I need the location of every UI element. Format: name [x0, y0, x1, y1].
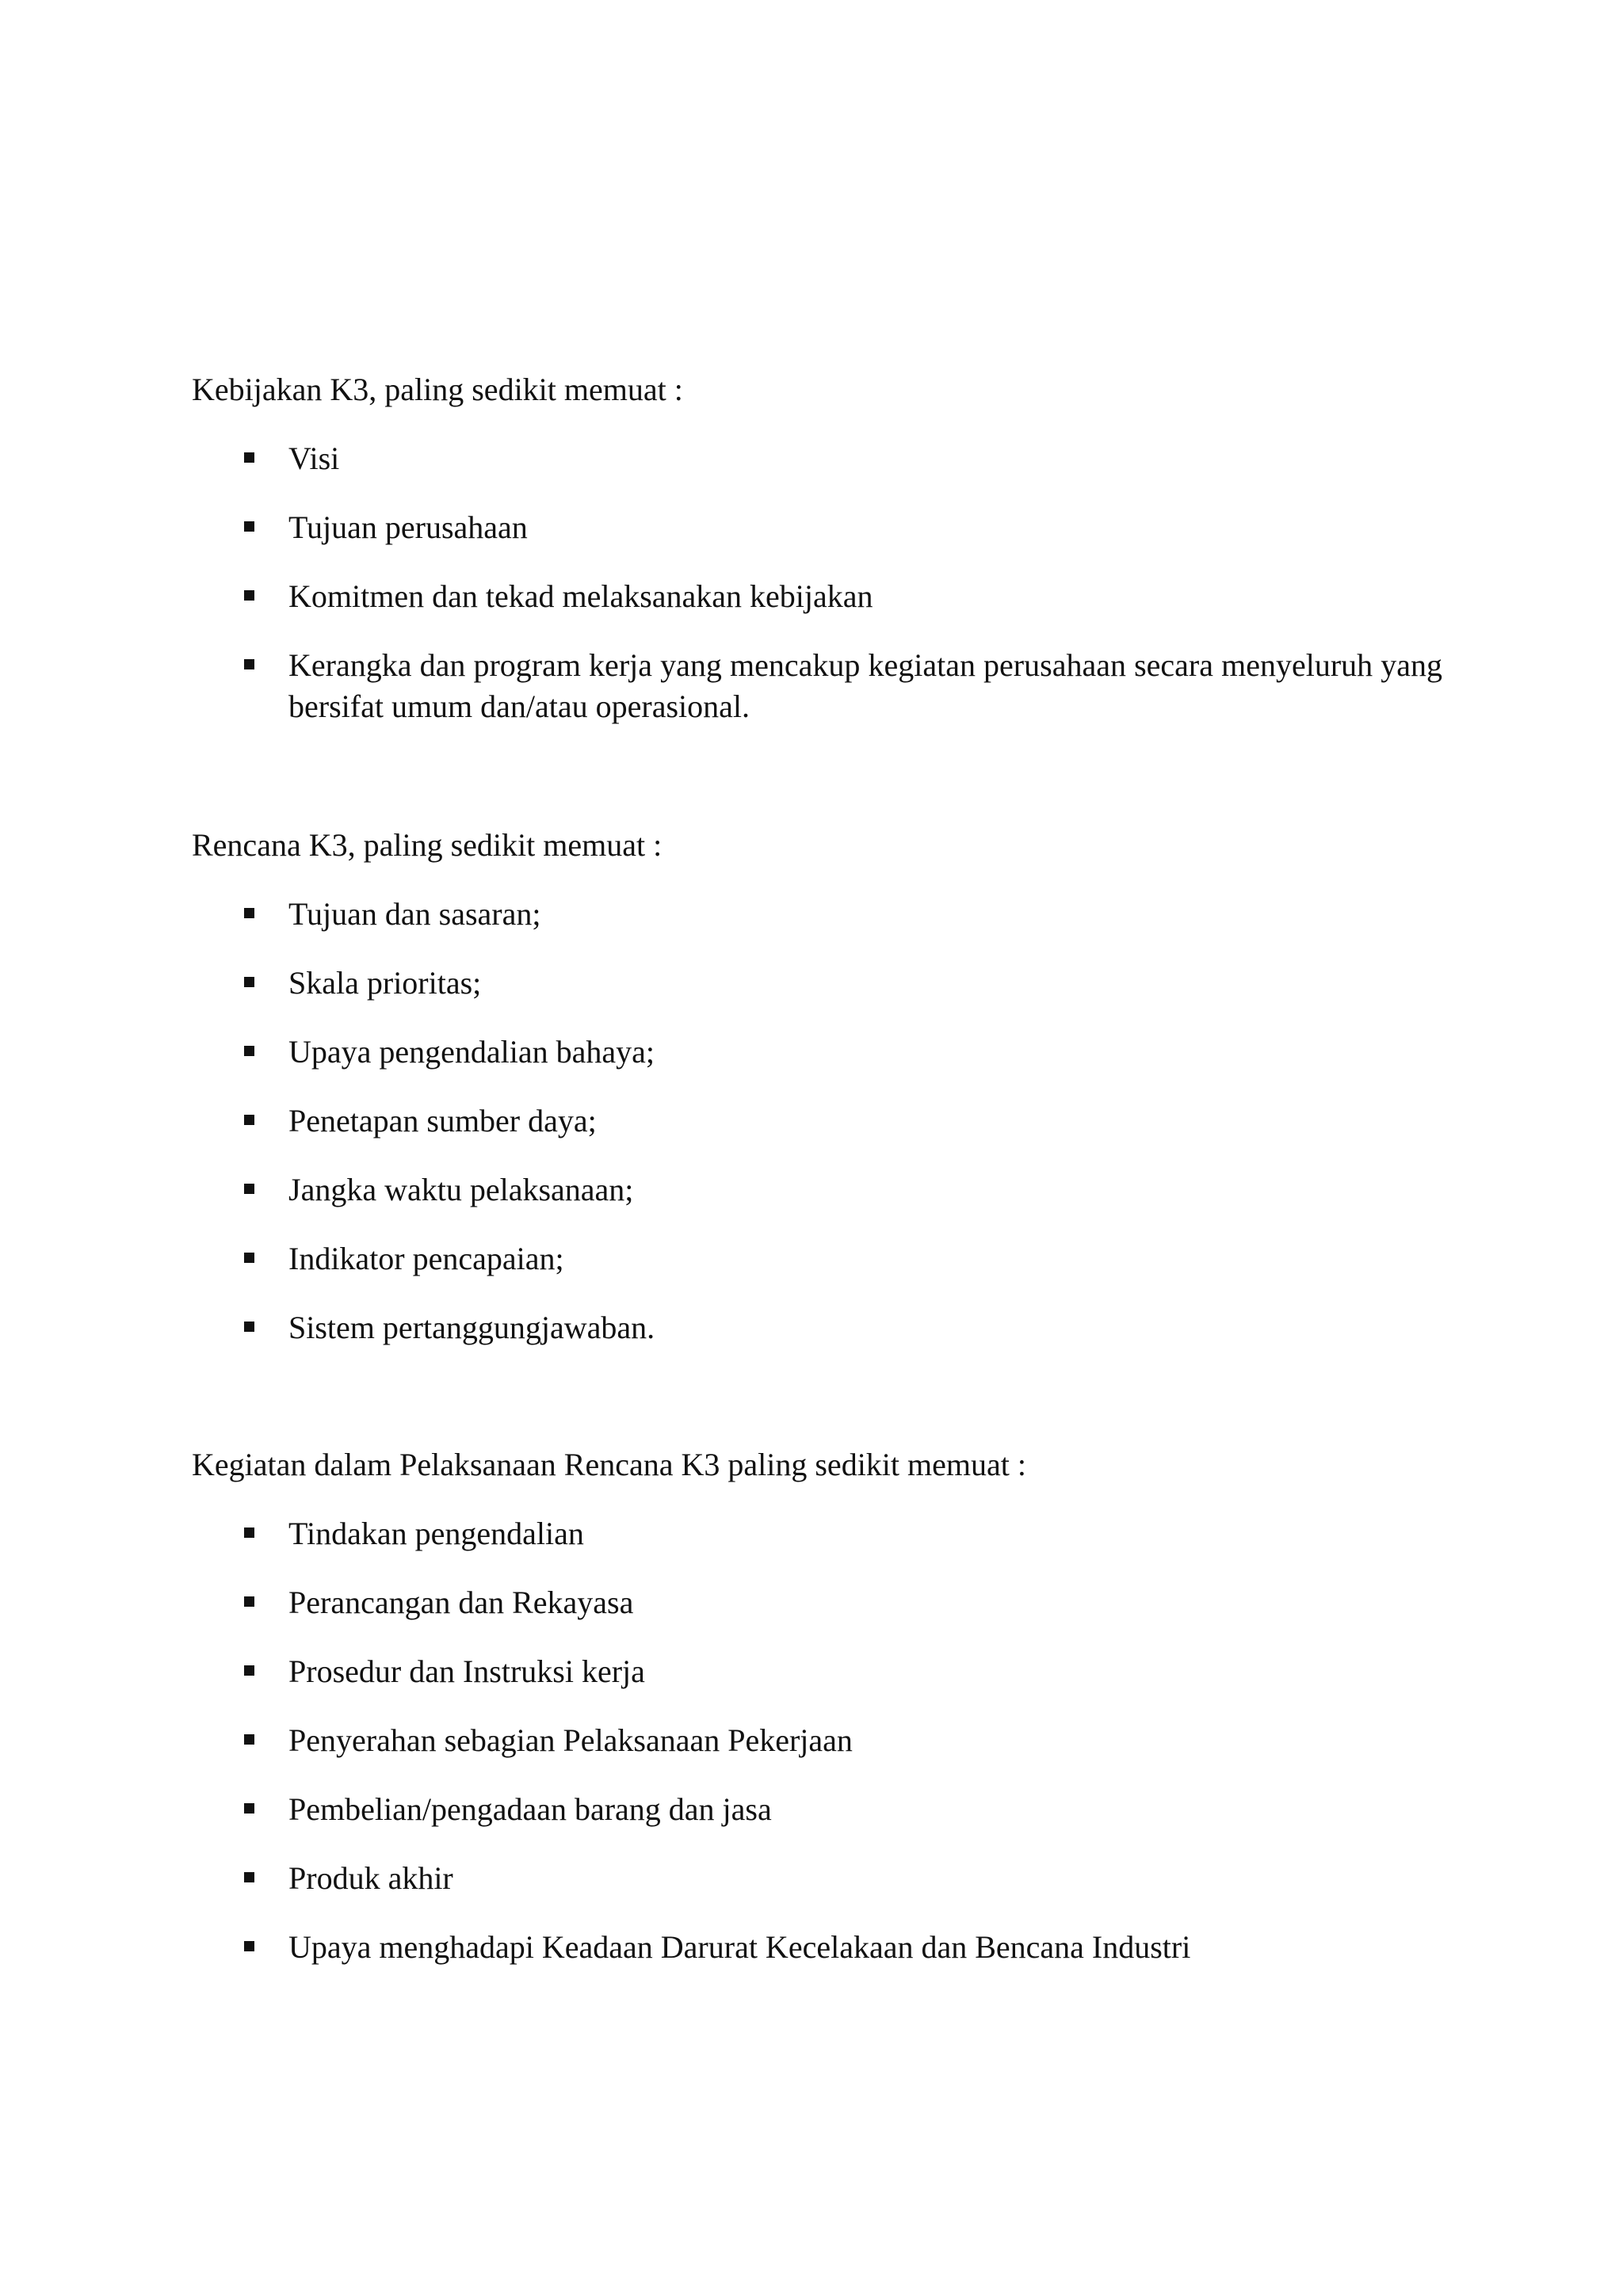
- list-item-text: Indikator pencapaian;: [288, 1241, 564, 1276]
- list-item: [192, 1100, 1442, 1142]
- square-bullet-icon: [244, 1665, 254, 1676]
- list-item: [192, 1720, 1442, 1761]
- list-item-text: Produk akhir: [288, 1860, 453, 1896]
- section-heading: Kegiatan dalam Pelaksanaan Rencana K3 paling sedikit memuat :: [192, 1447, 1026, 1482]
- list-item: [192, 645, 1442, 727]
- section-kegiatan-pelaksanaan-k3: [192, 1444, 1442, 1968]
- list-item: [192, 1651, 1442, 1692]
- list-item: [192, 1858, 1442, 1899]
- list-item-text: Jangka waktu pelaksanaan;: [288, 1172, 634, 1207]
- list-item: [192, 576, 1442, 617]
- list-item: [192, 1789, 1442, 1830]
- list-item-text: Prosedur dan Instruksi kerja: [288, 1653, 645, 1689]
- list-item: [192, 507, 1442, 548]
- square-bullet-icon: [244, 1046, 254, 1056]
- section-heading: Kebijakan K3, paling sedikit memuat :: [192, 372, 683, 407]
- section-heading: Rencana K3, paling sedikit memuat :: [192, 827, 663, 863]
- section-kebijakan-k3: [192, 369, 1442, 727]
- list-item-text: Sistem pertanggungjawaban.: [288, 1310, 655, 1345]
- list-item-text: Upaya pengendalian bahaya;: [288, 1034, 655, 1070]
- square-bullet-icon: [244, 521, 254, 532]
- square-bullet-icon: [244, 1872, 254, 1882]
- list-item: [192, 438, 1442, 479]
- list-item-text: Upaya menghadapi Keadaan Darurat Kecelakaan dan Bencana Industri: [288, 1929, 1191, 1965]
- square-bullet-icon: [244, 1253, 254, 1263]
- square-bullet-icon: [244, 1596, 254, 1607]
- bullet-list: [192, 1513, 1442, 1968]
- list-item-text: Skala prioritas;: [288, 965, 482, 1001]
- list-item-text: Tujuan perusahaan: [288, 509, 528, 545]
- square-bullet-icon: [244, 659, 254, 669]
- square-bullet-icon: [244, 1527, 254, 1538]
- square-bullet-icon: [244, 1941, 254, 1951]
- square-bullet-icon: [244, 1115, 254, 1125]
- list-item-text: Pembelian/pengadaan barang dan jasa: [288, 1791, 772, 1827]
- bullet-list: [192, 438, 1442, 727]
- square-bullet-icon: [244, 908, 254, 918]
- square-bullet-icon: [244, 452, 254, 463]
- list-item: [192, 1032, 1442, 1073]
- list-item: [192, 1582, 1442, 1623]
- section-rencana-k3: [192, 825, 1442, 1348]
- list-item: [192, 1513, 1442, 1554]
- square-bullet-icon: [244, 1322, 254, 1332]
- list-item: [192, 1169, 1442, 1211]
- list-item-text: Tujuan dan sasaran;: [288, 896, 541, 932]
- list-item: [192, 1238, 1442, 1280]
- list-item-text: Tindakan pengendalian: [288, 1516, 584, 1551]
- list-item: [192, 894, 1442, 935]
- list-item: [192, 1307, 1442, 1348]
- list-item-text: Penetapan sumber daya;: [288, 1103, 597, 1138]
- list-item-text: Perancangan dan Rekayasa: [288, 1585, 634, 1620]
- list-item: [192, 1927, 1442, 1968]
- square-bullet-icon: [244, 1734, 254, 1745]
- square-bullet-icon: [244, 1184, 254, 1194]
- bullet-list: [192, 894, 1442, 1348]
- list-item: [192, 963, 1442, 1004]
- list-item-text: Komitmen dan tekad melaksanakan kebijakan: [288, 578, 873, 614]
- list-item-text: Visi: [288, 441, 340, 476]
- list-item-text: Penyerahan sebagian Pelaksanaan Pekerjaan: [288, 1722, 853, 1758]
- square-bullet-icon: [244, 977, 254, 987]
- square-bullet-icon: [244, 1803, 254, 1814]
- square-bullet-icon: [244, 590, 254, 601]
- list-item-text: Kerangka dan program kerja yang mencakup kegiatan perusahaan secara menyeluruh yang bersifat umum dan/atau operasional.: [288, 647, 1442, 724]
